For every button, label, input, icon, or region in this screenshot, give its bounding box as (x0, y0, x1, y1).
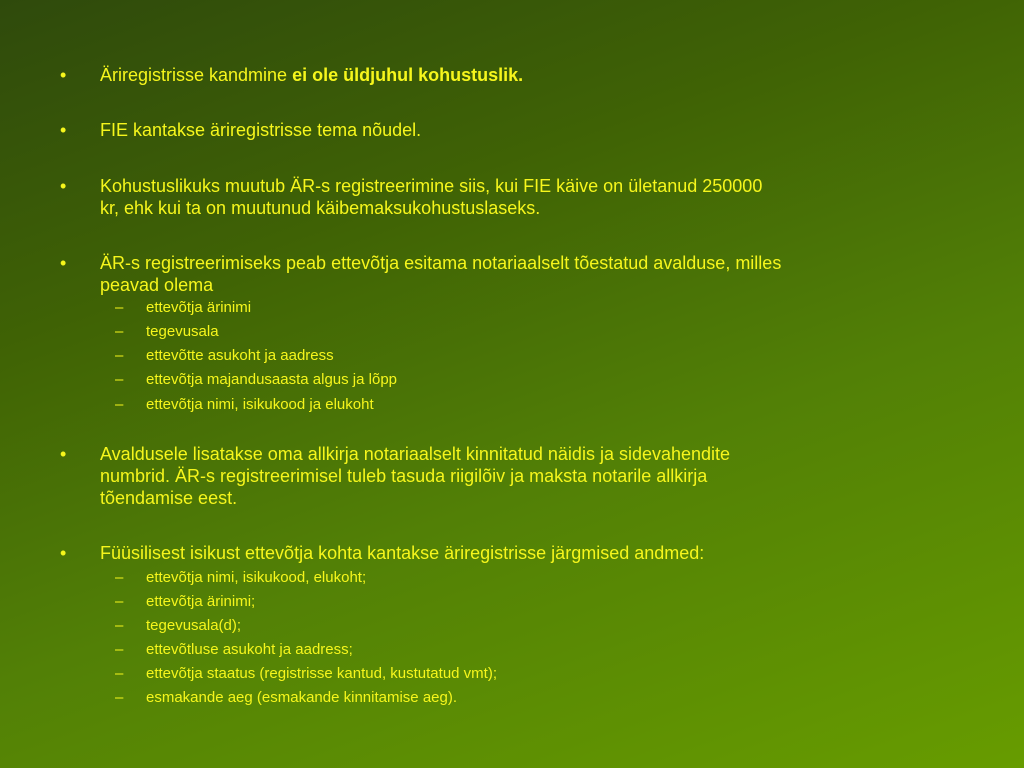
bullet-text: Füüsilisest isikust ettevõtja kohta kantakse äriregistrisse järgmised andmed: (100, 543, 705, 563)
bullet-text-plain: Äriregistrisse kandmine (100, 65, 293, 85)
sub-marker: – (115, 617, 124, 634)
sub-marker: – (115, 569, 124, 586)
sub-text: esmakande aeg (esmakande kinnitamise aeg). (146, 689, 458, 706)
sub-text: tegevusala (146, 323, 219, 340)
sub-text: ettevõtja staatus (registrisse kantud, kustutatud vmt); (146, 665, 497, 682)
bullet-marker: • (60, 120, 67, 140)
bullet-text: FIE kantakse äriregistrisse tema nõudel. (100, 120, 422, 140)
sub-text: ettevõtja majandusaasta algus ja lõpp (146, 371, 398, 388)
bullet-text-line-3: tõendamise eest. (100, 488, 238, 508)
bullet-text-line-2: numbrid. ÄR-s registreerimisel tuleb tasuda riigilõiv ja maksta notarile allkirja (100, 466, 708, 486)
sub-marker: – (115, 347, 124, 364)
sub-marker: – (115, 641, 124, 658)
sub-text: tegevusala(d); (146, 617, 242, 634)
sub-text: ettevõtte asukoht ja aadress (146, 347, 334, 364)
bullet-marker: • (60, 176, 67, 196)
sub-text: ettevõtja ärinimi; (146, 593, 256, 610)
sub-marker: – (115, 665, 124, 682)
sub-marker: – (115, 689, 124, 706)
bullet-text-line-2: kr, ehk kui ta on muutunud käibemaksukohustuslaseks. (100, 198, 541, 218)
bullet-marker: • (60, 543, 67, 563)
bullet-marker: • (60, 444, 67, 464)
sub-text: ettevõtja nimi, isikukood ja elukoht (146, 396, 374, 413)
bullet-text-line-1: ÄR-s registreerimiseks peab ettevõtja esitama notariaalselt tõestatud avalduse, milles (100, 253, 782, 273)
bullet-marker: • (60, 65, 67, 85)
bullet-text (100, 64, 980, 86)
bullet-text-bold: ei ole üldjuhul kohustuslik. (292, 65, 524, 85)
sub-text: ettevõtja nimi, isikukood, elukoht; (146, 569, 367, 586)
bullet-text-line-1: Kohustuslikuks muutub ÄR-s registreerimine siis, kui FIE käive on ületanud 250000 (100, 176, 763, 196)
bullet-text-line-1: Avaldusele lisatakse oma allkirja notariaalselt kinnitatud näidis ja sidevahendite (100, 444, 731, 464)
sub-marker: – (115, 323, 124, 340)
sub-marker: – (115, 593, 124, 610)
sub-marker: – (115, 299, 124, 316)
bullet-text-line-2: peavad olema (100, 275, 214, 295)
sub-marker: – (115, 396, 124, 413)
sub-marker: – (115, 371, 124, 388)
sub-text: ettevõtja ärinimi (146, 299, 252, 316)
bullet-marker: • (60, 253, 67, 273)
sub-text: ettevõtluse asukoht ja aadress; (146, 641, 353, 658)
